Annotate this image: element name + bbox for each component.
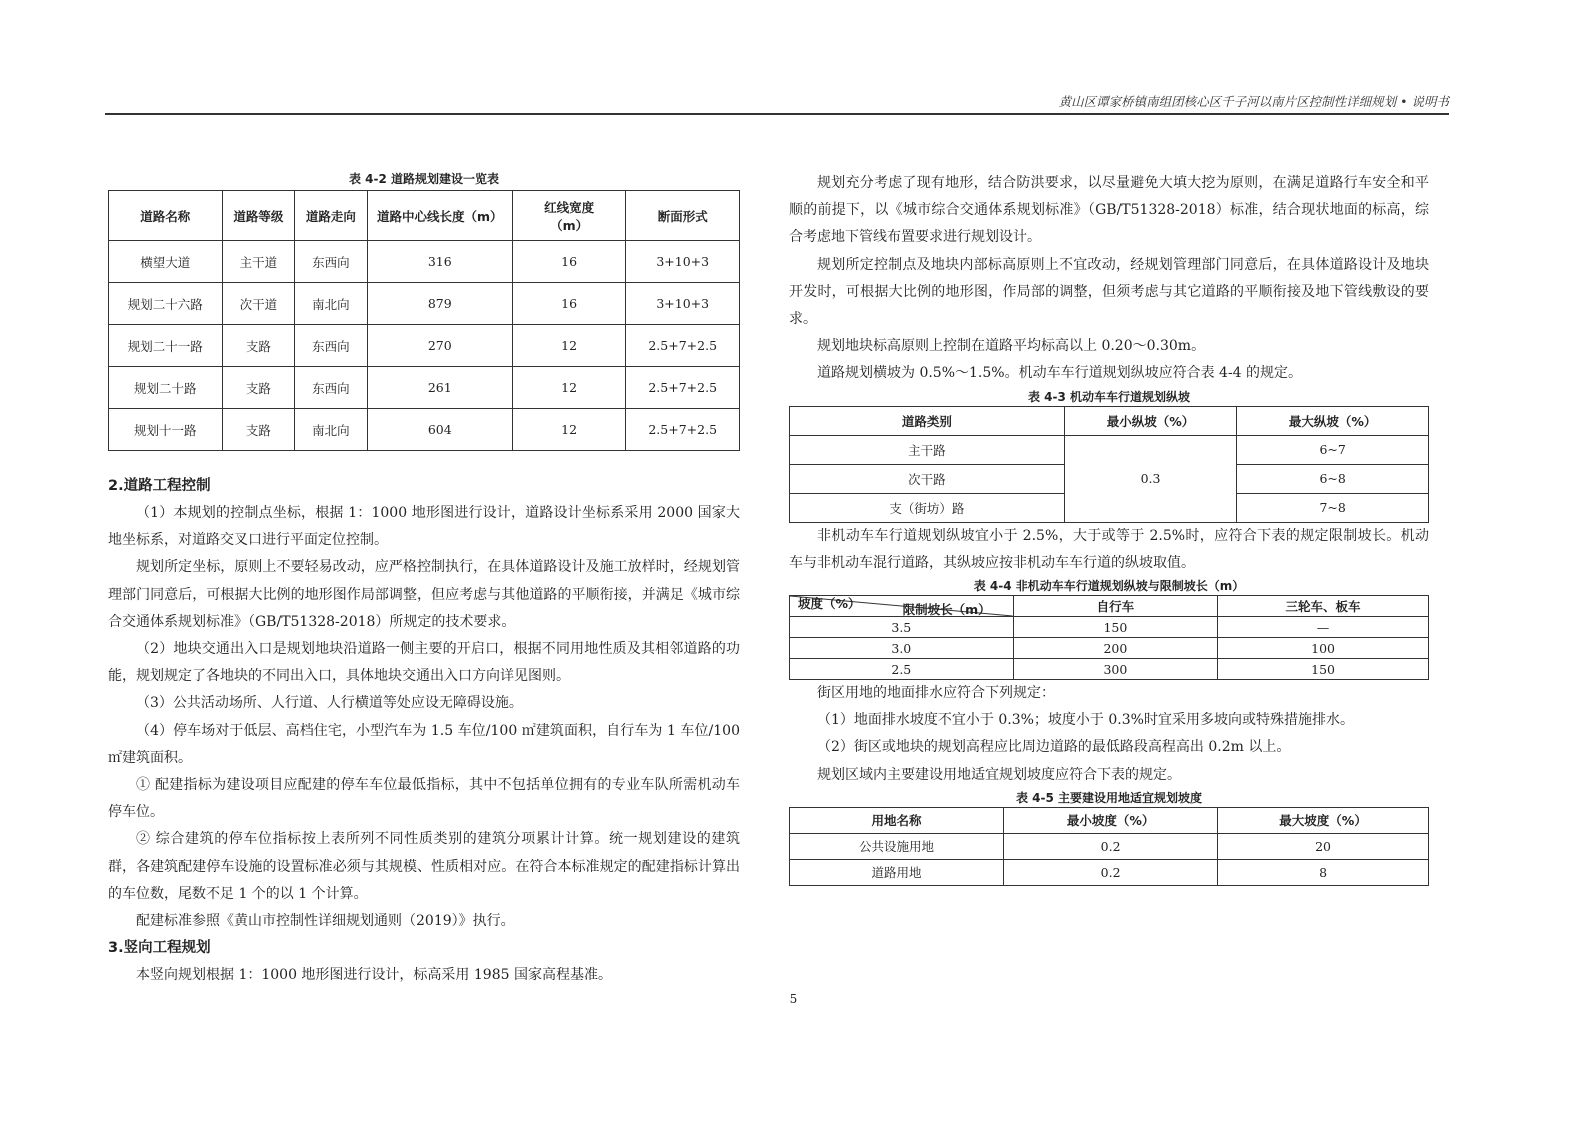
table-header-cell: 红线宽度 （m） [512, 191, 626, 241]
table-cell: 20 [1218, 833, 1429, 859]
table-cell: 南北向 [295, 283, 368, 325]
paragraph: 街区用地的地面排水应符合下列规定： [817, 685, 1055, 702]
table-4-2 [108, 190, 740, 451]
table-header-row [790, 596, 1429, 617]
table-cell: 100 [1218, 638, 1429, 659]
table-header-row [790, 406, 1429, 435]
table-cell: 支路 [222, 367, 295, 409]
table-row [790, 659, 1429, 680]
table-header-cell: 断面形式 [626, 191, 740, 241]
paragraph: （2）地块交通出入口是规划地块沿道路一侧主要的开启口，根据不同用地性质及其相邻道路的功能，规划规定了各地块的不同出入口，具体地块交通出入口方向详见图则。 [108, 641, 740, 685]
table-cell: 道路用地 [790, 859, 1004, 885]
table-cell: 3+10+3 [626, 283, 740, 325]
table-row [109, 283, 740, 325]
table-cell: 支（街坊）路 [790, 493, 1065, 522]
diagonal-bottom-label: 坡度（%） [798, 596, 861, 612]
table-cell: 150 [1218, 659, 1429, 680]
table-4-5-caption: 表 4-5 主要建设用地适宜规划坡度 [1015, 790, 1203, 805]
table-4-5 [789, 807, 1429, 886]
paragraph: ② 综合建筑的停车位指标按上表所列不同性质类别的建筑分项累计计算。统一规划建设的建筑群，各建筑配建停车设施的设置标准必须与其规模、性质相对应。在符合本标准规定的配建指标计算出的车位数，尾数不足 1 个的以 1 个计算。 [108, 831, 740, 902]
right-column [789, 170, 1429, 886]
table-cell: 3+10+3 [626, 241, 740, 283]
table-header-cell: 道路类别 [790, 406, 1065, 435]
paragraph: （2）街区或地块的规划高程应比周边道路的最低路段高程高出 0.2m 以上。 [817, 739, 1291, 756]
table-header-cell: 道路等级 [222, 191, 295, 241]
table-cell: 3.0 [790, 638, 1014, 659]
table-cell: 2.5 [790, 659, 1014, 680]
table-row [790, 435, 1429, 464]
table-header-cell: 最大坡度（%） [1218, 807, 1429, 833]
table-row [109, 241, 740, 283]
table-cell: 6~8 [1237, 464, 1429, 493]
table-cell: 支路 [222, 325, 295, 367]
section-title: 3.竖向工程规划 [108, 940, 211, 957]
table-cell: 0.3 [1064, 435, 1237, 522]
table-row [790, 859, 1429, 885]
table-cell: 300 [1013, 659, 1217, 680]
table-cell: 东西向 [295, 241, 368, 283]
table-header-cell: 最小坡度（%） [1004, 807, 1218, 833]
table-cell: 3.5 [790, 617, 1014, 638]
table-cell: 公共设施用地 [790, 833, 1004, 859]
paragraph: （3）公共活动场所、人行道、人行横道等处应设无障碍设施。 [136, 695, 523, 712]
table-cell: 规划十一路 [109, 409, 223, 451]
table-header-cell: 道路名称 [109, 191, 223, 241]
table-cell: 261 [367, 367, 512, 409]
table-cell: 次干道 [222, 283, 295, 325]
table-cell: 12 [512, 409, 626, 451]
table-row [109, 367, 740, 409]
table-cell: 8 [1218, 859, 1429, 885]
diagonal-top-label: 限制坡长（m） [902, 602, 991, 618]
table-cell: 316 [367, 241, 512, 283]
header-title: 黄山区谭家桥镇南组团核心区千子河以南片区控制性详细规划 • 说明书 [1058, 94, 1449, 109]
table-row [109, 409, 740, 451]
table-cell: 主干道 [222, 241, 295, 283]
table-cell: 规划二十一路 [109, 325, 223, 367]
paragraph: 规划地块标高原则上控制在道路平均标高以上 0.20～0.30m。 [817, 338, 1206, 355]
table-row [790, 833, 1429, 859]
table-header-cell: 最小纵坡（%） [1064, 406, 1237, 435]
table-cell: 2.5+7+2.5 [626, 367, 740, 409]
table-cell: 2.5+7+2.5 [626, 325, 740, 367]
table-cell: 2.5+7+2.5 [626, 409, 740, 451]
table-cell: 16 [512, 283, 626, 325]
paragraph: 本竖向规划根据 1：1000 地形图进行设计，标高采用 1985 国家高程基准。 [136, 967, 612, 984]
table-row [790, 617, 1429, 638]
table-cell: 200 [1013, 638, 1217, 659]
table-cell: 150 [1013, 617, 1217, 638]
table-4-3-caption: 表 4-3 机动车车行道规划纵坡 [1027, 389, 1191, 404]
table-header-cell: 最大纵坡（%） [1237, 406, 1429, 435]
table-cell: 规划二十路 [109, 367, 223, 409]
table-header-row [109, 191, 740, 241]
paragraph: 道路规划横坡为 0.5%～1.5%。机动车车行道规划纵坡应符合表 4-4 的规定。 [817, 365, 1303, 382]
table-header-row [790, 807, 1429, 833]
paragraph: （1）地面排水坡度不宜小于 0.3%；坡度小于 0.3%时宜采用多坡向或特殊措施排水。 [817, 712, 1354, 729]
table-cell: 东西向 [295, 325, 368, 367]
table-cell: 规划二十六路 [109, 283, 223, 325]
table-cell: 12 [512, 325, 626, 367]
table-cell: — [1218, 617, 1429, 638]
table-header-cell: 用地名称 [790, 807, 1004, 833]
paragraph: 规划充分考虑了现有地形，结合防洪要求，以尽量避免大填大挖为原则，在满足道路行车安全和平顺的前提下，以《城市综合交通体系规划标准》（GB/T51328-2018）标准，结合现状地面的标高，综合考虑地下管线布置要求进行规划设计。 [789, 175, 1429, 246]
table-cell: 东西向 [295, 367, 368, 409]
paragraph: 非机动车车行道规划纵坡宜小于 2.5%，大于或等于 2.5%时，应符合下表的规定限制坡长。机动车与非机动车混行道路，其纵坡应按非机动车车行道的纵坡取值。 [789, 527, 1429, 571]
paragraph: 规划所定坐标，原则上不要轻易改动，应严格控制执行，在具体道路设计及施工放样时，经规划管理部门同意后，可根据大比例的地形图作局部调整，但应考虑与其他道路的平顺衔接，并满足《城市综合交通体系规划标准》（GB/T51328-2018）所规定的技术要求。 [108, 559, 740, 630]
paragraph: 规划所定控制点及地块内部标高原则上不宜改动，经规划管理部门同意后，在具体道路设计及地块开发时，可根据大比例的地形图，作局部的调整，但须考虑与其它道路的平顺衔接及地下管线敷设的要求。 [789, 256, 1429, 328]
paragraph: 配建标准参照《黄山市控制性详细规划通则（2019）》执行。 [136, 913, 515, 930]
table-cell: 支路 [222, 409, 295, 451]
table-row [790, 638, 1429, 659]
section-title: 2.道路工程控制 [108, 478, 211, 494]
table-header-cell: 自行车 [1013, 596, 1217, 617]
table-cell: 0.2 [1004, 833, 1218, 859]
table-cell: 横望大道 [109, 241, 223, 283]
table-cell: 270 [367, 325, 512, 367]
table-cell: 7~8 [1237, 493, 1429, 522]
table-cell: 6~7 [1237, 435, 1429, 464]
paragraph: 规划区域内主要建设用地适宜规划坡度应符合下表的规定。 [817, 766, 1181, 783]
table-header-cell: 三轮车、板车 [1218, 596, 1429, 617]
paragraph: （4）停车场对于低层、高档住宅，小型汽车为 1.5 车位/100 ㎡建筑面积，自行车为 1 车位/100 ㎡建筑面积。 [108, 722, 740, 766]
table-cell: 0.2 [1004, 859, 1218, 885]
table-cell: 879 [367, 283, 512, 325]
table-4-3 [789, 406, 1429, 523]
table-header-cell: 道路走向 [295, 191, 368, 241]
table-4-4 [789, 595, 1429, 680]
table-cell: 604 [367, 409, 512, 451]
table-cell: 16 [512, 241, 626, 283]
table-cell: 南北向 [295, 409, 368, 451]
table-4-2-caption: 表 4-2 道路规划建设一览表 [348, 172, 500, 186]
header-rule [105, 113, 1449, 115]
table-row [109, 325, 740, 367]
table-cell: 主干路 [790, 435, 1065, 464]
page-number: 5 [789, 992, 798, 1006]
left-column [108, 170, 740, 989]
diagonal-header-cell [790, 596, 1014, 617]
paragraph: ① 配建指标为建设项目应配建的停车车位最低指标，其中不包括单位拥有的专业车队所需机动车停车位。 [108, 777, 740, 821]
table-cell: 次干路 [790, 464, 1065, 493]
table-4-4-caption: 表 4-4 非机动车车行道规划纵坡与限制坡长（m） [973, 579, 1245, 594]
table-header-cell: 道路中心线长度（m） [367, 191, 512, 241]
paragraph: （1）本规划的控制点坐标，根据 1：1000 地形图进行设计，道路设计坐标系采用 2000 国家大地坐标系，对道路交叉口进行平面定位控制。 [108, 505, 740, 549]
table-cell: 12 [512, 367, 626, 409]
